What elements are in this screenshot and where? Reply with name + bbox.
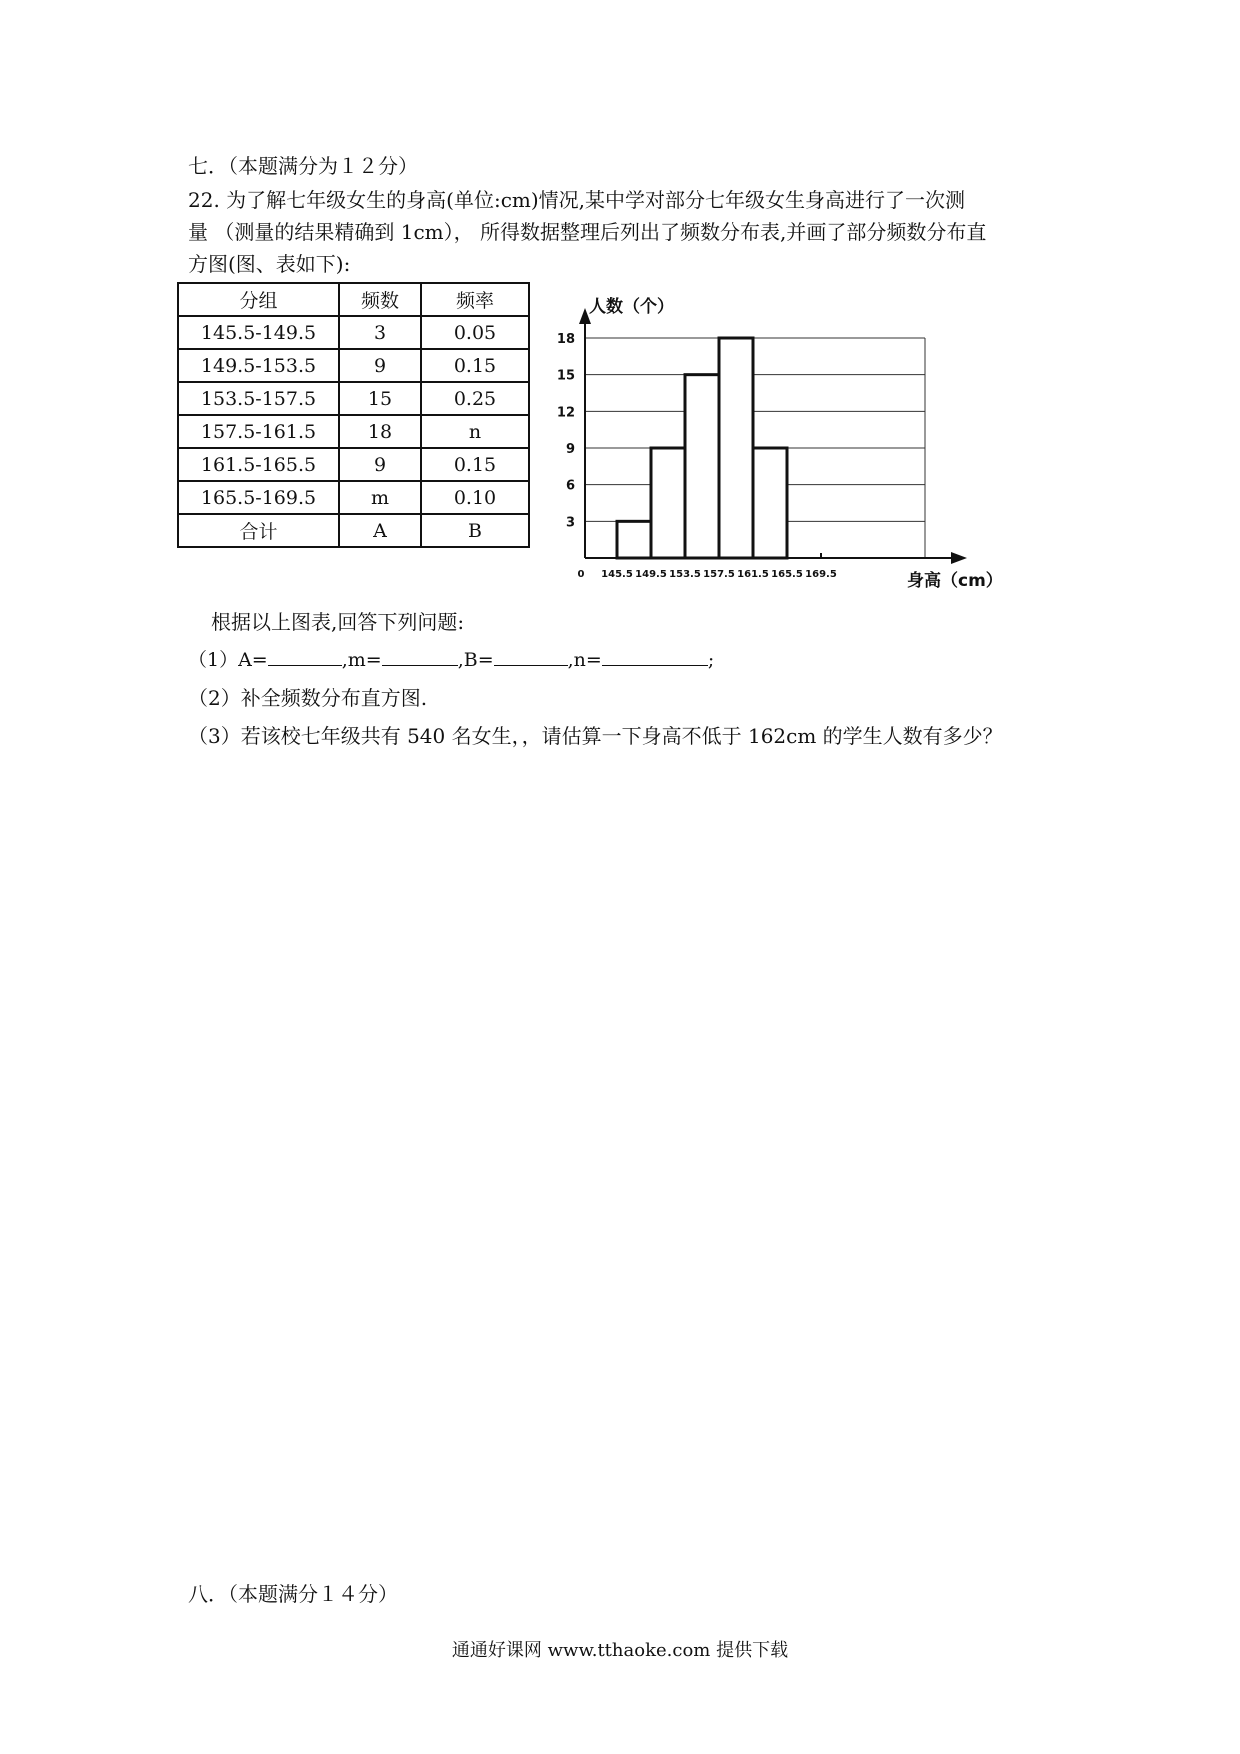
- cell-count: 3: [339, 316, 421, 349]
- x-tick-label: 145.5: [601, 569, 633, 580]
- table-row: [178, 481, 529, 514]
- table-row: [178, 316, 529, 349]
- cell-total-label: 合计: [178, 514, 339, 547]
- cell-rate: 0.10: [421, 481, 529, 514]
- histogram-bar: [753, 448, 787, 558]
- cell-rate: 0.25: [421, 382, 529, 415]
- q1-b-label: ,B=: [457, 649, 494, 671]
- answer-blank-b[interactable]: [494, 645, 568, 666]
- x-tick-label: 0: [577, 569, 585, 580]
- x-tick-label: 157.5: [703, 569, 735, 580]
- cell-rate: n: [421, 415, 529, 448]
- cell-rate: 0.05: [421, 316, 529, 349]
- x-tick-label: 153.5: [669, 569, 701, 580]
- cell-group: 165.5-169.5: [178, 481, 339, 514]
- y-tick-label: 18: [556, 332, 575, 347]
- page-footer: 通通好课网 www.tthaoke.com 提供下载: [451, 1640, 789, 1661]
- cell-total-count: A: [339, 514, 421, 547]
- cell-count: 15: [339, 382, 421, 415]
- header-count: 频数: [339, 283, 421, 316]
- q1-n-label: ,n=: [567, 649, 602, 671]
- x-axis-arrow-icon: [951, 552, 967, 564]
- x-axis-title: 身高（cm）: [907, 571, 1003, 591]
- section-8-heading: 八．（本题满分１４分）: [188, 1582, 398, 1606]
- cell-group: 149.5-153.5: [178, 349, 339, 382]
- table-row: [178, 349, 529, 382]
- y-tick-label: 15: [556, 368, 575, 384]
- header-group: 分组: [178, 283, 339, 316]
- table-row: [178, 448, 529, 481]
- header-rate: 频率: [421, 283, 529, 316]
- problem-text-line-3: 方图(图、表如下):: [188, 252, 351, 276]
- q1-prefix: （1）A=: [188, 649, 268, 671]
- y-axis-title: 人数（个）: [589, 297, 674, 317]
- cell-group: 153.5-157.5: [178, 382, 339, 415]
- y-tick-label: 6: [565, 478, 575, 494]
- question-2: （2）补全频数分布直方图.: [188, 686, 428, 710]
- cell-group: 161.5-165.5: [178, 448, 339, 481]
- q1-m-label: ,m=: [341, 649, 382, 671]
- x-tick-label: 149.5: [635, 569, 667, 580]
- cell-count: m: [339, 481, 421, 514]
- question-3: （3）若该校七年级共有 540 名女生，，请估算一下身高不低于 162cm 的学生人数有多少？: [188, 724, 1003, 748]
- frequency-table: [177, 282, 530, 548]
- table-header-row: [178, 283, 529, 316]
- cell-total-rate: B: [421, 514, 529, 547]
- y-tick-label: 3: [565, 515, 575, 531]
- table-row: [178, 415, 529, 448]
- cell-count: 9: [339, 448, 421, 481]
- y-tick-label: 9: [565, 442, 575, 457]
- x-tick-label: 165.5: [771, 569, 803, 580]
- histogram-chart: [555, 290, 1015, 600]
- histogram-bar: [719, 338, 753, 558]
- cell-group: 157.5-161.5: [178, 415, 339, 448]
- y-tick-label: 12: [556, 405, 575, 421]
- section-7-heading: 七．（本题满分为１２分）: [188, 154, 418, 178]
- table-row: [178, 382, 529, 415]
- cell-rate: 0.15: [421, 349, 529, 382]
- x-tick-label: 169.5: [805, 569, 837, 580]
- x-tick-label: 161.5: [737, 569, 769, 580]
- table-total-row: [178, 514, 529, 547]
- cell-group: 145.5-149.5: [178, 316, 339, 349]
- cell-rate: 0.15: [421, 448, 529, 481]
- answer-blank-m[interactable]: [382, 645, 458, 666]
- cell-count: 9: [339, 349, 421, 382]
- histogram-bar: [685, 375, 719, 558]
- questions-intro: 根据以上图表,回答下列问题:: [211, 610, 465, 634]
- histogram-bar: [617, 521, 651, 558]
- q1-end: ;: [707, 649, 715, 671]
- problem-text-line-2: 量 （测量的结果精确到 1cm）， 所得数据整理后列出了频数分布表,并画了部分频数分布直: [188, 220, 987, 244]
- problem-text-line-1: 22. 为了解七年级女生的身高(单位:cm)情况,某中学对部分七年级女生身高进行了一次测: [188, 188, 966, 212]
- answer-blank-n[interactable]: [602, 645, 708, 666]
- cell-count: 18: [339, 415, 421, 448]
- answer-blank-a[interactable]: [268, 645, 342, 666]
- histogram-bar: [651, 448, 685, 558]
- question-1: [188, 645, 714, 674]
